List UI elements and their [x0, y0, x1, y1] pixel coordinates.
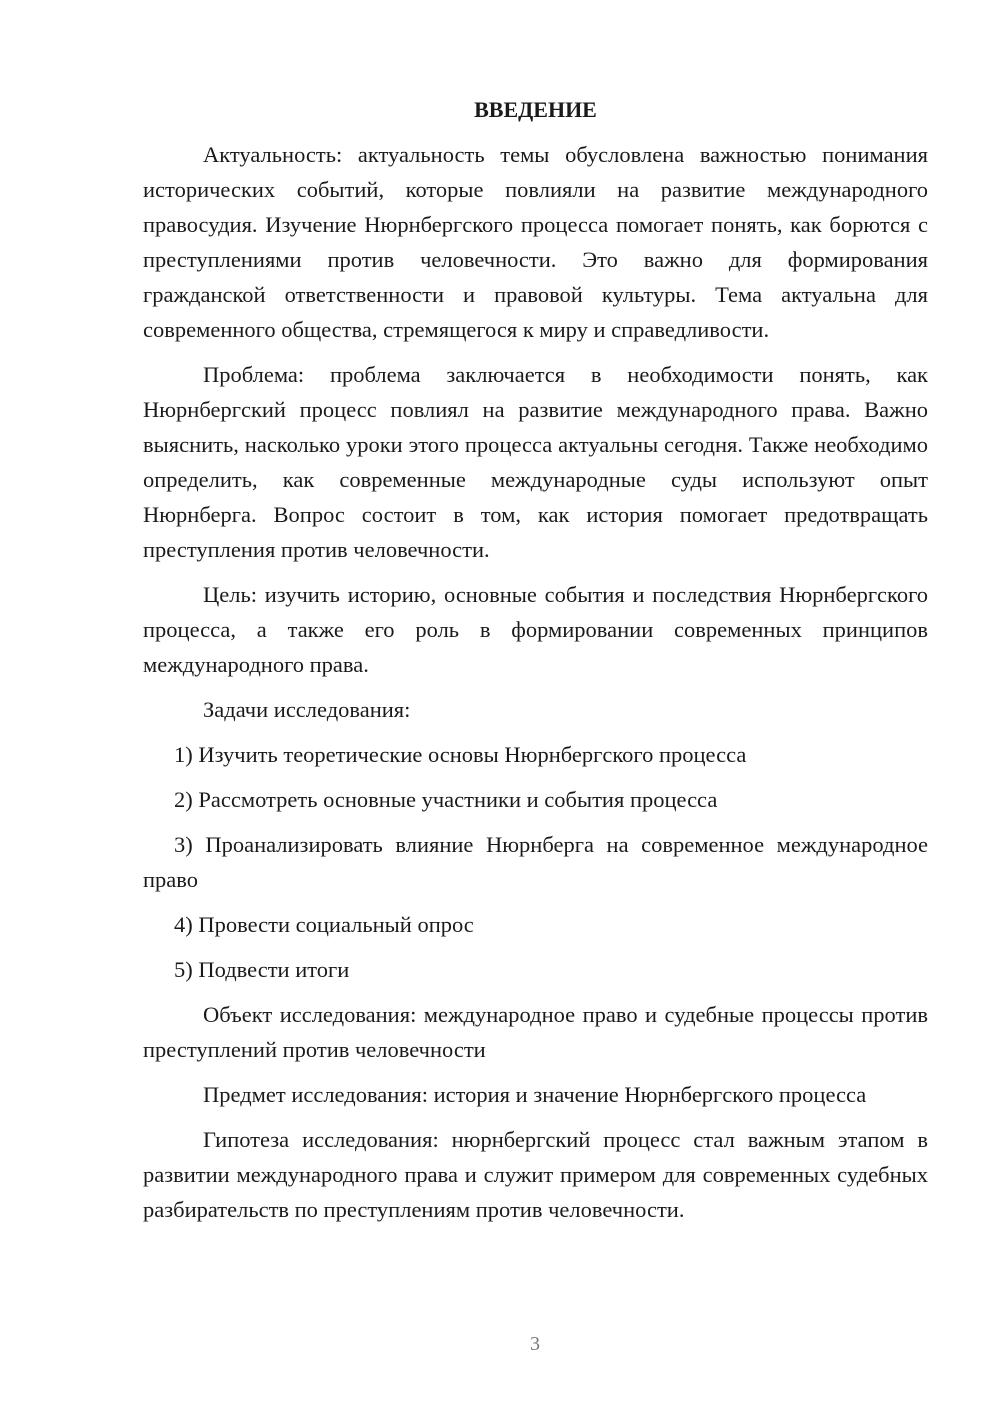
section-title: ВВЕДЕНИЕ — [474, 97, 597, 122]
paragraph-tasks-heading: Задачи исследования: — [203, 697, 411, 722]
task-item-5: 5) Подвести итоги — [174, 957, 350, 982]
task-item-2: 2) Рассмотреть основные участники и события процесса — [174, 787, 718, 812]
paragraph-problem: Проблема: проблема заключается в необходимости понять, как Нюрнбергский процесс повлиял на развитие международного права. Важно выяснить, насколько уроки этого процесса актуальны сегодня. Также необходимо определить, как современные международные суды используют опыт Нюрнберга. Вопрос состоит в том, как история помогает предотвращать преступления против человечности. — [143, 362, 928, 562]
task-item-4: 4) Провести социальный опрос — [174, 912, 474, 937]
paragraph-subject: Предмет исследования: история и значение Нюрнбергского процесса — [203, 1082, 867, 1107]
paragraph-goal: Цель: изучить историю, основные события и последствия Нюрнбергского процесса, а также его роль в формировании современных принципов международного права. — [143, 582, 928, 677]
document-page — [143, 95, 928, 1227]
paragraph-relevance: Актуальность: актуальность темы обусловлена важностью понимания исторических событий, которые повлияли на развитие международного правосудия. Изучение Нюрнбергского процесса помогает понять, как борются с преступлениями против человечности. Это важно для формирования гражданской ответственности и правовой культуры. Тема актуальна для современного общества, стремящегося к миру и справедливости. — [143, 142, 928, 342]
task-item-3: 3) Проанализировать влияние Нюрнберга на современное международное право — [143, 832, 928, 892]
task-item-1: 1) Изучить теоретические основы Нюрнбергского процесса — [174, 742, 747, 767]
paragraph-object: Объект исследования: международное право и судебные процессы против преступлений против человечности — [143, 1002, 928, 1062]
page-number: 3 — [530, 1333, 540, 1355]
paragraph-hypothesis: Гипотеза исследования: нюрнбергский процесс стал важным этапом в развитии международного права и служит примером для современных судебных разбирательств по преступлениям против человечности. — [143, 1127, 928, 1222]
